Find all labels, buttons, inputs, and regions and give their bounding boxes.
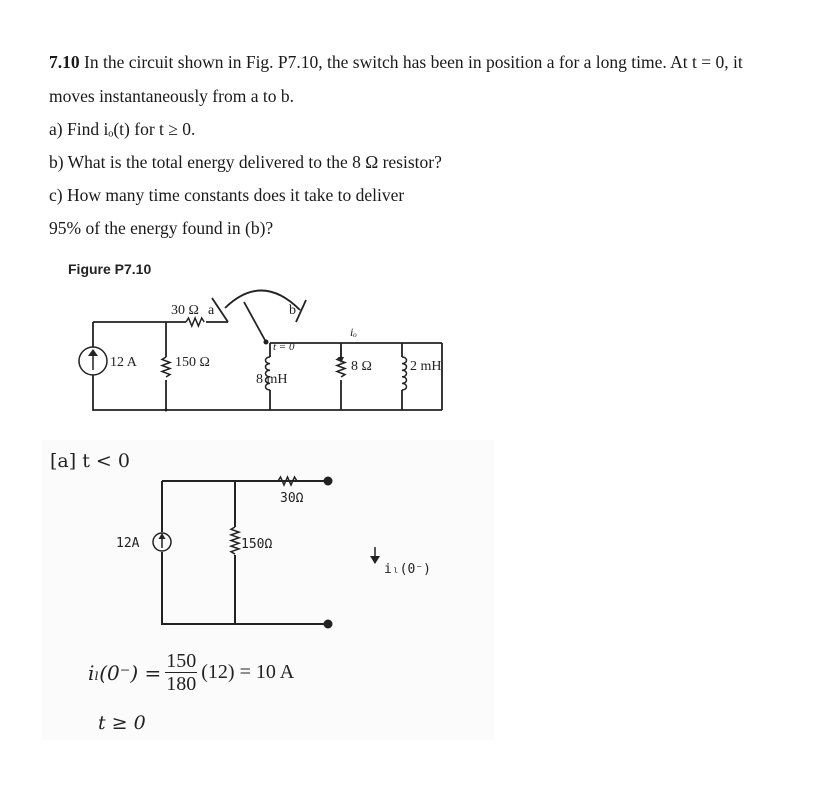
eq-denominator: 180 [166, 673, 197, 695]
source-label: 12 A [110, 355, 137, 370]
io-label: iₒ [350, 325, 357, 339]
eq-fraction [165, 650, 197, 695]
figure-title: Figure P7.10 [68, 261, 152, 277]
eq-rhs: (12) = 10 A [201, 661, 295, 683]
part-b-text: b) What is the total energy delivered to the 8 Ω resistor? [49, 152, 442, 172]
sol-terminal-bottom [324, 620, 333, 629]
eq-lhs: iₗ(0⁻) = [88, 660, 162, 685]
sol-source-label: 12A [116, 536, 140, 551]
part-c-text-1: c) How many time constants does it take to deliver [49, 185, 405, 205]
solution-heading: [a] t < 0 [50, 450, 130, 472]
sol-il-label: iₗ(0⁻) [384, 562, 431, 577]
sol-r150-label: 150Ω [241, 537, 273, 552]
solution-equation [88, 650, 294, 695]
sol-r30-label: 30Ω [280, 491, 304, 506]
sol-il-arrowhead [370, 556, 380, 564]
l8-label: 8 mH [256, 372, 288, 387]
r150-label: 150 Ω [175, 355, 210, 370]
part-c-text-2: 95% of the energy found in (b)? [49, 218, 274, 238]
r8-label: 8 Ω [351, 359, 372, 374]
switch-time-label: t = 0 [273, 341, 295, 353]
eq-numerator: 150 [166, 650, 197, 672]
l2-label: 2 mH [410, 359, 442, 374]
part-a-text: a) Find iₒ(t) for t ≥ 0. [49, 119, 196, 139]
pos-a-label: a [208, 303, 215, 318]
problem-intro-cont: moves instantaneously from a to b. [49, 86, 294, 106]
sol-terminal-top [324, 477, 333, 486]
problem-number: 7.10 [49, 52, 80, 72]
sol-r150-resistor [231, 527, 239, 554]
t-ge-zero: t ≥ 0 [98, 712, 146, 734]
pos-b-label: b [289, 303, 296, 318]
problem-intro: In the circuit shown in Fig. P7.10, the switch has been in position a for a long time. At t = 0, it [84, 52, 743, 72]
r30-label: 30 Ω [171, 303, 199, 318]
